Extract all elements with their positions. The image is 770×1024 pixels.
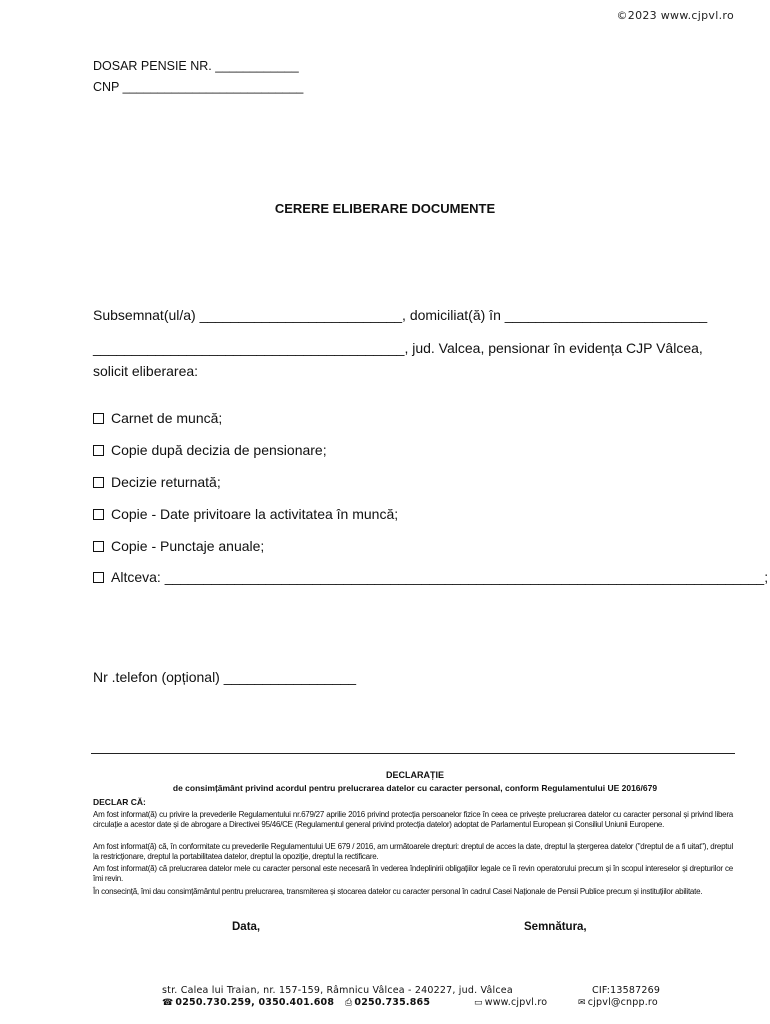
checkbox-icon[interactable] (93, 509, 104, 520)
option-altceva[interactable] (93, 569, 768, 585)
footer-web[interactable] (474, 997, 547, 1008)
declaration-label: DECLAR CĂ: (93, 797, 146, 807)
footer-fax-number: 0250.735.865 (354, 997, 431, 1008)
option-carnet[interactable] (93, 410, 222, 426)
checkbox-icon[interactable] (93, 413, 104, 424)
phone-icon: ☎ (162, 998, 174, 1008)
declaration-subtitle: de consimțământ privind acordul pentru prelucrarea datelor cu caracter personal, conform Regulamentului UE 2016/679 (172, 783, 658, 793)
monitor-icon: ▭ (474, 998, 483, 1008)
checkbox-icon[interactable] (93, 541, 104, 552)
document-title: CERERE ELIBERARE DOCUMENTE (274, 201, 496, 216)
declaration-paragraph-3: Am fost informat(ă) că prelucrarea datelor mele cu caracter personal este necesară în vederea îndeplinirii obligațiilor legale ce îi revin operatorului precum și în scopul intereselor și drepturilor ce îmi revin. (93, 864, 733, 883)
declaration-title: DECLARAȚIE (386, 770, 444, 780)
footer-phone (162, 997, 334, 1008)
option-label: Copie - Date privitoare la activitatea în muncă; (111, 506, 399, 522)
option-label: Copie după decizia de pensionare; (111, 442, 327, 458)
footer-fax (345, 997, 430, 1008)
checkbox-icon[interactable] (93, 572, 104, 583)
address-line: ________________________________________, jud. Valcea, pensionar în evidența CJP Vâlcea, (93, 340, 703, 356)
request-intro: solicit eliberarea: (93, 363, 199, 379)
footer-phone-numbers: 0250.730.259, 0350.401.608 (175, 997, 335, 1008)
envelope-icon: ✉ (578, 998, 586, 1008)
subsemnat-line: Subsemnat(ul/a) __________________________, domiciliat(ă) în __________________________ (93, 307, 708, 323)
footer-cif: CIF:13587269 (592, 985, 661, 996)
footer-address: str. Calea lui Traian, nr. 157-159, Râmnicu Vâlcea - 240227, jud. Vâlcea (162, 985, 513, 996)
option-decizie-pensionare[interactable] (93, 442, 327, 458)
divider (91, 753, 735, 754)
copyright-text: ©2023 www.cjpvl.ro (616, 9, 734, 22)
option-decizie-returnata[interactable] (93, 474, 221, 490)
dosar-pensie-field: DOSAR PENSIE NR. ____________ (93, 59, 299, 73)
footer-web-link[interactable]: www.cjpvl.ro (484, 997, 548, 1008)
option-label: Decizie returnată; (111, 474, 221, 490)
date-label: Data, (232, 921, 261, 933)
option-punctaje-anuale[interactable] (93, 538, 264, 554)
fax-icon: ⎙ (345, 998, 353, 1008)
footer-email-link[interactable]: cjpvl@cnpp.ro (587, 997, 658, 1008)
declaration-paragraph-4: În consecință, îmi dau consimțământul pentru prelucrarea, transmiterea și stocarea datelor cu caracter personal în cadrul Casei Naționale de Pensii Publice precum și instituțiilor abilitate. (93, 887, 703, 896)
option-label: Carnet de muncă; (111, 410, 223, 426)
footer-email[interactable] (578, 997, 658, 1008)
checkbox-icon[interactable] (93, 477, 104, 488)
checkbox-icon[interactable] (93, 445, 104, 456)
option-activitate-munca[interactable] (93, 506, 398, 522)
option-label: Copie - Punctaje anuale; (111, 538, 265, 554)
signature-label: Semnătura, (524, 921, 587, 933)
phone-field: Nr .telefon (opțional) _________________ (93, 669, 357, 685)
declaration-paragraph-1: Am fost informat(ă) cu privire la prevederile Regulamentului nr.679/27 aprilie 2016 privind protecția persoanelor fizice în ceea ce privește prelucrarea datelor cu caracter personal și privind libera circulație a acestor date și de abrogare a Directivei 95/46/CE (Regulamentul general privind protecția datelor) adoptat de Parlamentul European și Consiliul Uniunii Europene. (93, 810, 733, 829)
cnp-field: CNP __________________________ (93, 80, 304, 94)
declaration-paragraph-2: Am fost informat(ă) că, în conformitate cu prevederile Regulamentului UE 679 / 2016, am următoarele drepturi: dreptul de acces la date, dreptul la ștergerea datelor ("dreptul de a fi uitat"), dreptul la restricționare, dreptul la portabilitatea datelor, dreptul la opoziție, dreptul la rectificare. (93, 842, 733, 861)
option-label: Altceva: _____________________________________________________________________________; (111, 569, 769, 585)
